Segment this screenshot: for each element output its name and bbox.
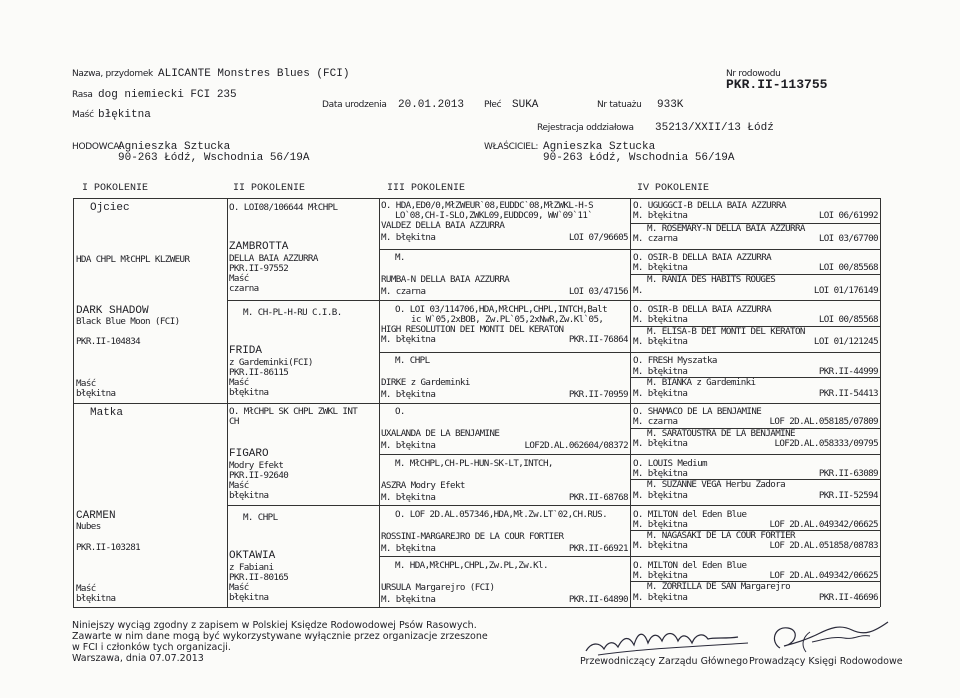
gen4-name: O. LOUIS Medium [633,459,707,469]
gen3-name: RUMBA-N DELLA BAIA AZZURRA [381,274,510,285]
gen4-color: M. [633,285,643,296]
gen2-titles: M. CH-PL-H-RU C.I.B. [243,307,342,318]
gen4-reg: LOF 2D.AL.049342/06625 [769,570,878,581]
gen4-reg: LOI 00/85568 [818,262,878,273]
gen2-titles: M. CHPL [243,512,278,523]
gen3-titles: M. HDA,MłCHPL,CHPL,Zw.PL,Zw.Kl. [395,561,548,571]
gen3-titles-2: ic W`05,2xBOB, Zw.PL`05,2xNwR,Zw.Kl`05, [411,314,604,325]
footer-date: Warszawa, dnia 07.07.2013 [72,653,204,664]
gen4-header: IV POKOLENIE [637,183,710,194]
father-reg: PKR.II-104834 [76,336,141,347]
branch-value: 35213/XXII/13 Łódź [655,122,774,134]
gen2-color: czarna [229,283,259,294]
gen3-header: III POKOLENIE [387,183,466,194]
gen3-entry [381,201,628,249]
gen2-reg: PKR.II-97552 [229,263,289,274]
gen4-name: O. MILTON del Eden Blue [633,510,747,520]
gen4-entry [633,275,878,300]
gen4-reg: PKR.II-52594 [818,490,878,501]
gen4-entry [633,201,878,223]
reg-no-label: Nr rodowodu [726,69,781,79]
father-color-label: Maść [76,378,96,389]
gen4-color: M. błękitna [633,490,688,501]
tattoo-label: Nr tatuażu [597,100,642,110]
gen4-name: M. ROSEMARY-N DELLA BAIA AZZURRA [647,224,805,234]
owner-address: 90-263 Łódź, Wschodnia 56/19A [543,152,735,164]
gen4-reg: LOI 06/61992 [818,210,878,221]
color-label: Maść [72,110,94,120]
gen2-reg: PKR.II-86115 [229,367,289,378]
birth-label: Data urodzenia [322,100,387,110]
gen4-name: M. ZORRILLA DE SAN Margarejro [647,582,791,592]
gen4-entry [633,253,878,274]
gen2-titles: O. MłCHPL SK CHPL ZWKL INT [229,406,358,417]
gen3-titles-2: LO`08,CH-I-SLO,ZWKL09,EUDDC09, WW`09`11` [395,210,593,221]
mother-color-label: Maść [76,583,96,594]
color-value: błękitna [98,109,151,121]
breeder-address: 90-263 Łódź, Wschodnia 56/19A [118,152,310,164]
gen3-color: M. błękitna [381,334,436,345]
father-color: błękitna [76,388,116,399]
gen2-kennel: Modry Efekt [229,460,284,471]
mother-kennel: Nubes [76,521,101,532]
gen4-entry [633,582,878,607]
breed-label: Rasa [72,90,93,100]
gen2-color: błękitna [229,387,269,398]
footer-line-2: Zawarte w nim dane mogą być wykorzystywane wyłącznie przez organizacje zrzeszone [72,631,488,642]
gen4-color: M. błękitna [633,366,688,377]
gen4-reg: PKR.II-44999 [818,366,878,377]
gen2-reg: PKR.II-92640 [229,470,289,481]
gen4-color: M. czarna [633,233,678,244]
gen2-color-label: Maść [229,582,249,593]
gen2-color-label: Maść [229,377,249,388]
reg-no-value: PKR.II-113755 [726,77,828,92]
gen3-titles: O. [395,407,405,417]
gen4-entry [633,224,878,249]
breed-value: dog niemiecki FCI 235 [98,89,237,101]
sex-label: Płeć [484,100,502,110]
name-value: ALICANTE Monstres Blues (FCI) [158,68,350,80]
gen4-color: M. czarna [633,416,678,427]
footer-line-1: Niniejszy wyciąg zgodny z zapisem w Polskiej Księdze Rodowodowej Psów Rasowych. [72,620,477,631]
gen3-entry [381,356,628,403]
gen3-entry [381,305,628,352]
gen4-entry [633,459,878,479]
gen3-color: M. błękitna [381,440,436,451]
gen3-reg: PKR.II-76864 [568,334,628,345]
gen4-reg: PKR.II-54413 [818,388,878,399]
signature-1-label: Przewodniczący Zarządu Głównego [580,656,748,667]
gen4-name: M. SARATOUSTRA DE LA BENJAMINE [647,429,795,439]
gen4-reg: LOI 03/67700 [818,233,878,244]
gen4-color: M. błękitna [633,388,688,399]
gen3-titles: O. HDA,ED0/0,MłZWEUR`08,EUDDC`08,MłZWKL-H-S [381,201,594,211]
gen4-name: M. NAGASAKI DE LA COUR FORTIER [647,531,795,541]
gen3-titles: M. [395,253,405,263]
gen3-name: ASZRA Modry Efekt [381,480,465,491]
gen2-sire-of-dam [229,405,377,504]
gen4-color: M. błękitna [633,336,688,347]
gen2-color-label: Maść [229,480,249,491]
gen3-name: DIRKE z Gardeminki [381,377,470,388]
gen3-entry [381,510,628,556]
tattoo-value: 933K [657,99,684,111]
gen2-reg: PKR.II-80165 [229,572,289,583]
gen4-reg: PKR.II-46696 [818,592,878,603]
father-titles: HDA CHPL MłCHPL KLZWEUR [76,254,190,265]
gen3-reg: LOI 07/96605 [568,232,628,243]
gen4-name: O. MILTON del Eden Blue [633,561,747,571]
gen4-entry [633,561,878,581]
mother-label: Matka [90,407,124,419]
owner-name: Agnieszka Sztucka [543,141,656,153]
branch-label: Rejestracja oddziałowa [537,123,634,133]
gen2-sire-of-sire [229,201,377,299]
gen2-name: OKTAWIA [229,550,276,562]
gen4-color: M. błękitna [633,519,688,530]
gen4-reg: LOI 00/85568 [818,314,878,325]
footer-line-3: w FCI i członków tych organizacji. [72,642,231,653]
gen2-color: błękitna [229,490,269,501]
gen4-color: M. błękitna [633,592,688,603]
gen4-entry [633,510,878,530]
gen3-titles: O. LOI 03/114706,HDA,MłCHPL,CHPL,INTCH,Balt [395,305,608,315]
gen3-reg: LOI 03/47156 [568,286,628,297]
gen4-entry [633,378,878,403]
gen4-reg: LOF 2D.AL.058185/07809 [769,416,878,427]
gen1-header: I POKOLENIE [82,183,149,194]
gen4-color: M. błękitna [633,438,688,449]
gen2-dam-of-dam [229,507,377,606]
signature-2-label: Prowadzący Księgi Rodowodowe [749,656,903,667]
gen2-kennel: z Fabiani [229,562,274,573]
gen2-color-label: Maść [229,273,249,284]
gen3-titles: O. LOF 2D.AL.057346,HDA,Mł.Zw.LT`02,CH.RUS. [395,510,608,520]
gen2-color: błękitna [229,592,269,603]
gen4-name: O. SHAMACO DE LA BENJAMINE [633,407,762,417]
breeder-name: Agnieszka Sztucka [118,141,231,153]
gen2-name: FRIDA [229,345,263,357]
gen2-kennel: z Gardeminki(FCI) [229,357,313,368]
breeder-label: HODOWCA: [72,142,122,152]
gen4-reg: LOF 2D.AL.051858/08783 [769,540,878,551]
father-name: DARK SHADOW [76,305,149,317]
gen2-kennel: DELLA BAIA AZZURRA [229,253,318,264]
name-label: Nazwa, przydomek [72,69,153,79]
gen4-reg: LOI 01/176149 [813,285,878,296]
gen3-color: M. błękitna [381,492,436,503]
gen3-color: M. błękitna [381,389,436,400]
gen3-entry [381,561,628,607]
gen3-entry [381,459,628,505]
gen4-entry [633,327,878,352]
gen4-entry [633,429,878,454]
gen4-name: O. OSIR-B DELLA BAIA AZZURRA [633,253,772,263]
gen2-name: FIGARO [229,448,269,460]
gen4-name: O. UGUGGCI-B DELLA BAIA AZZURRA [633,201,786,211]
gen3-name: UXALANDA DE LA BENJAMINE [381,428,500,439]
gen4-color: M. błękitna [633,314,688,325]
gen3-titles: M. MłCHPL,CH-PL-HUN-SK-LT,INTCH, [395,459,553,469]
gen3-reg: PKR.II-66921 [568,543,628,554]
gen3-color: M. czarna [381,286,426,297]
gen3-entry [381,407,628,454]
birth-value: 20.01.2013 [398,99,465,111]
gen4-reg: LOF2D.AL.058333/09795 [774,438,878,449]
gen2-titles-2: CH [229,416,239,427]
gen3-entry [381,253,628,300]
gen3-name: VALDEZ DELLA BAIA AZZURRA [381,220,505,231]
gen4-color: M. błękitna [633,210,688,221]
gen4-reg: PKR.II-63089 [818,468,878,479]
gen2-header: II POKOLENIE [233,183,306,194]
gen2-name: ZAMBROTTA [229,241,289,253]
gen4-color: M. błękitna [633,262,688,273]
gen4-name: M. ELISA-B DEI MONTI DEL KERATON [647,327,805,337]
owner-label: WŁAŚCICIEL: [484,142,539,152]
gen3-reg: PKR.II-64890 [568,594,628,605]
gen2-titles: O. LOI08/106644 MłCHPL [229,202,338,213]
gen3-reg: PKR.II-68768 [568,492,628,503]
mother-color: błękitna [76,593,116,604]
gen2-dam-of-sire [229,302,377,402]
gen4-entry [633,305,878,326]
gen3-reg: LOF2D.AL.062604/08372 [524,440,628,451]
gen3-name: URSULA Margarejro (FCI) [381,582,495,593]
gen3-color: M. błękitna [381,232,436,243]
gen4-color: M. błękitna [633,570,688,581]
sex-value: SUKA [512,99,539,111]
gen4-reg: LOI 01/121245 [813,336,878,347]
gen4-name: M. RANIA DES HABITS ROUGES [647,275,776,285]
gen4-name: O. FRESH Myszatka [633,356,717,366]
gen4-entry [633,480,878,505]
gen4-reg: LOF 2D.AL.049342/06625 [769,519,878,530]
gen3-name: ROSSINI-MARGAREJRO DE LA COUR FORTIER [381,531,564,542]
gen3-color: M. błękitna [381,543,436,554]
gen4-color: M. błękitna [633,540,688,551]
gen3-name: HIGH RESOLUTION DEI MONTI DEL KERATON [381,324,564,335]
gen4-name: M. SUZANNE VEGA Herbu Zadora [647,480,786,490]
father-label: Ojciec [90,202,130,214]
gen4-name: O. OSIR-B DELLA BAIA AZZURRA [633,305,772,315]
gen4-entry [633,356,878,377]
gen4-entry [633,531,878,556]
gen4-name: M. BIANKA z Gardeminki [647,378,756,388]
gen3-color: M. błękitna [381,594,436,605]
gen3-titles: M. CHPL [395,356,430,366]
father-kennel: Black Blue Moon (FCI) [76,316,180,327]
gen4-color: M. błękitna [633,468,688,479]
gen3-reg: PKR.II-70959 [568,389,628,400]
mother-reg: PKR.II-103281 [76,542,141,553]
mother-name: CARMEN [76,510,116,522]
gen4-entry [633,407,878,428]
